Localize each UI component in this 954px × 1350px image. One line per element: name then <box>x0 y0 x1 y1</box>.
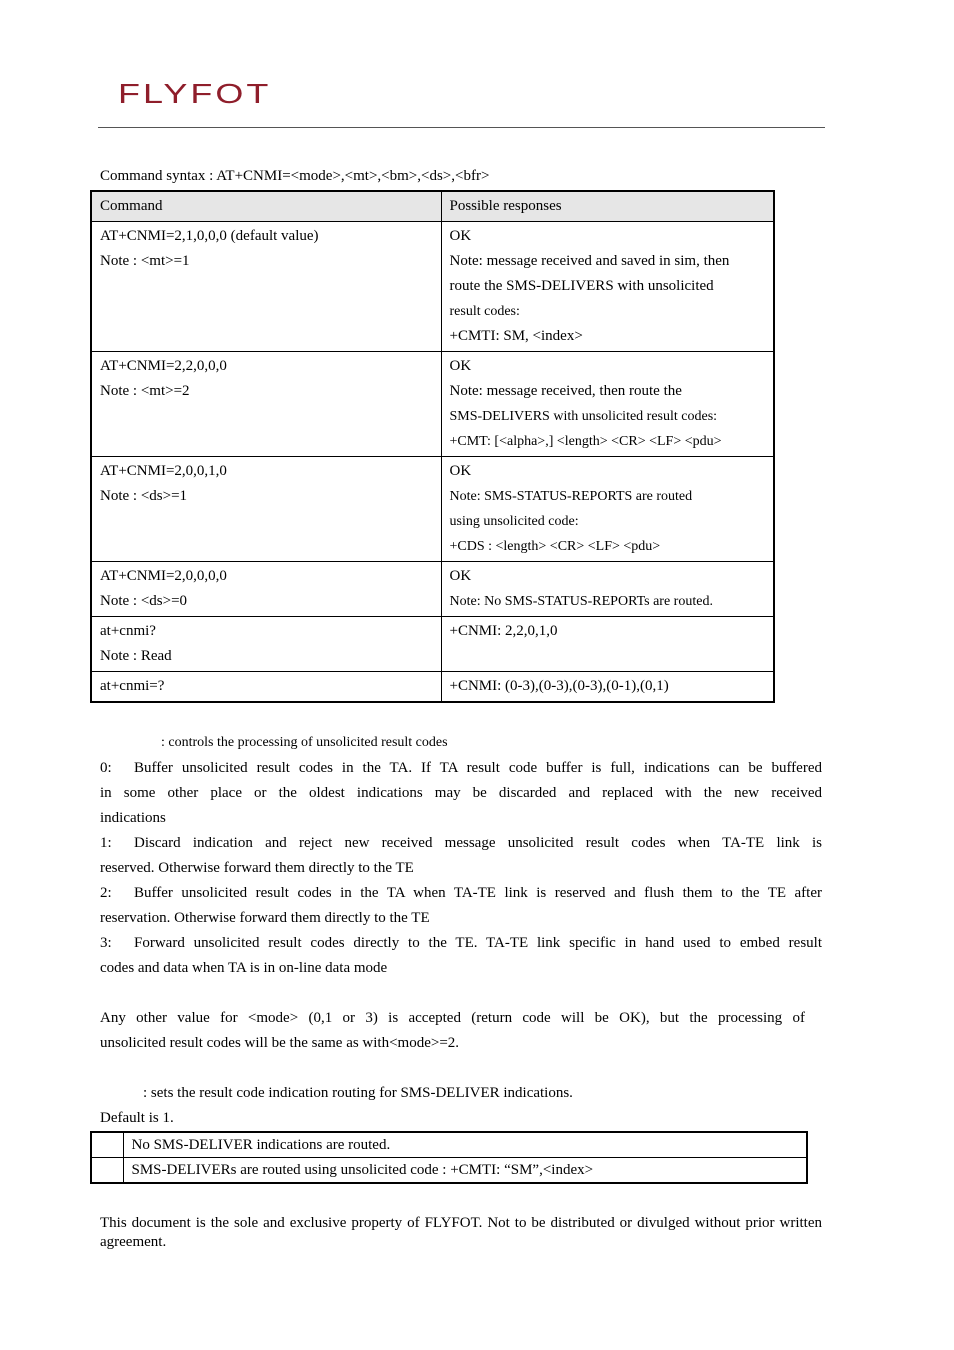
footer-notice: This document is the sole and exclusive property of FLYFOT. Not to be distributed or divulged without prior written agreement. <box>100 1215 822 1250</box>
command-cell: at+cnmi? Note : Read <box>91 617 441 672</box>
command-table <box>90 190 775 703</box>
response-cell: +CNMI: 2,2,0,1,0 <box>441 617 774 672</box>
table-header-row <box>91 191 774 222</box>
mt-desc-cell: No SMS-DELIVER indications are routed. <box>123 1132 807 1158</box>
command-cell: AT+CNMI=2,0,0,1,0 Note : <ds>=1 <box>91 457 441 562</box>
table-row <box>91 352 774 457</box>
mt-desc-cell: SMS-DELIVERs are routed using unsolicited code : +CMTI: “SM”,<index> <box>123 1158 807 1184</box>
mt-key-cell <box>91 1158 123 1184</box>
table-row <box>91 1158 807 1184</box>
response-cell: OK Note: SMS-STATUS-REPORTS are routed using unsolicited code: +CDS : <length> <CR> <LF> <pdu> <box>441 457 774 562</box>
mt-intro: : sets the result code indication routing for SMS-DELIVER indications. <box>143 1085 573 1101</box>
table-row <box>91 1132 807 1158</box>
table-row <box>91 562 774 617</box>
mt-key-cell <box>91 1132 123 1158</box>
response-cell: OK Note: No SMS-STATUS-REPORTs are routed. <box>441 562 774 617</box>
list-item: 1: Discard indication and reject new received message unsolicited result codes when TA-TE link is <box>100 835 822 851</box>
table-row <box>91 617 774 672</box>
command-cell: AT+CNMI=2,2,0,0,0 Note : <mt>=2 <box>91 352 441 457</box>
mode-list: 0: Buffer unsolicited result codes in the TA. If TA result code buffer is full, indications can be buffered in some other place or the oldest indications may be discarded and replaced with the new received indications 1: Discard indication and reject new received message unsolicited result codes when TA-TE link is reserved. Otherwise forward them directly to the TE 2: Buffer unsolicited result codes in the TA when TA-TE link is reserved and flush them to the TE after reservation. Otherwise forward them directly to the TE 3: Forward unsolicited result codes directly to the TE. TA-TE link specific in hand used to embed result codes and data when TA is in on-line data mode <box>100 756 822 981</box>
list-item: 2: Buffer unsolicited result codes in the TA when TA-TE link is reserved and flush them to the TE after <box>100 885 822 901</box>
mt-table <box>90 1131 808 1184</box>
response-cell: OK Note: message received and saved in sim, then route the SMS-DELIVERS with unsolicited result codes: +CMTI: SM, <index> <box>441 222 774 352</box>
mt-default: Default is 1. <box>100 1110 174 1126</box>
column-header: Command <box>91 191 441 222</box>
mode-intro: : controls the processing of unsolicited result codes <box>161 735 448 750</box>
table-row <box>91 672 774 703</box>
table-row <box>91 222 774 352</box>
list-item: 3: Forward unsolicited result codes directly to the TE. TA-TE link specific in hand used to embed result <box>100 935 822 951</box>
command-cell: at+cnmi=? <box>91 672 441 703</box>
list-item: 0: Buffer unsolicited result codes in the TA. If TA result code buffer is full, indications can be buffered <box>100 760 822 776</box>
mode-note: Any other value for <mode> (0,1 or 3) is accepted (return code will be OK), but the processing of unsolicited result codes will be the same as with<mode>=2. <box>100 1010 805 1051</box>
response-cell: +CNMI: (0-3),(0-3),(0-3),(0-1),(0,1) <box>441 672 774 703</box>
table-row <box>91 457 774 562</box>
header-divider <box>98 127 825 128</box>
command-syntax: Command syntax : AT+CNMI=<mode>,<mt>,<bm>,<ds>,<bfr> <box>100 168 490 184</box>
response-cell: OK Note: message received, then route the SMS-DELIVERS with unsolicited result codes: +CMT: [<alpha>,] <length> <CR> <LF> <pdu> <box>441 352 774 457</box>
command-cell: AT+CNMI=2,1,0,0,0 (default value) Note : <mt>=1 <box>91 222 441 352</box>
command-cell: AT+CNMI=2,0,0,0,0 Note : <ds>=0 <box>91 562 441 617</box>
brand-logo: FLYFOT <box>118 77 272 110</box>
column-header: Possible responses <box>441 191 774 222</box>
